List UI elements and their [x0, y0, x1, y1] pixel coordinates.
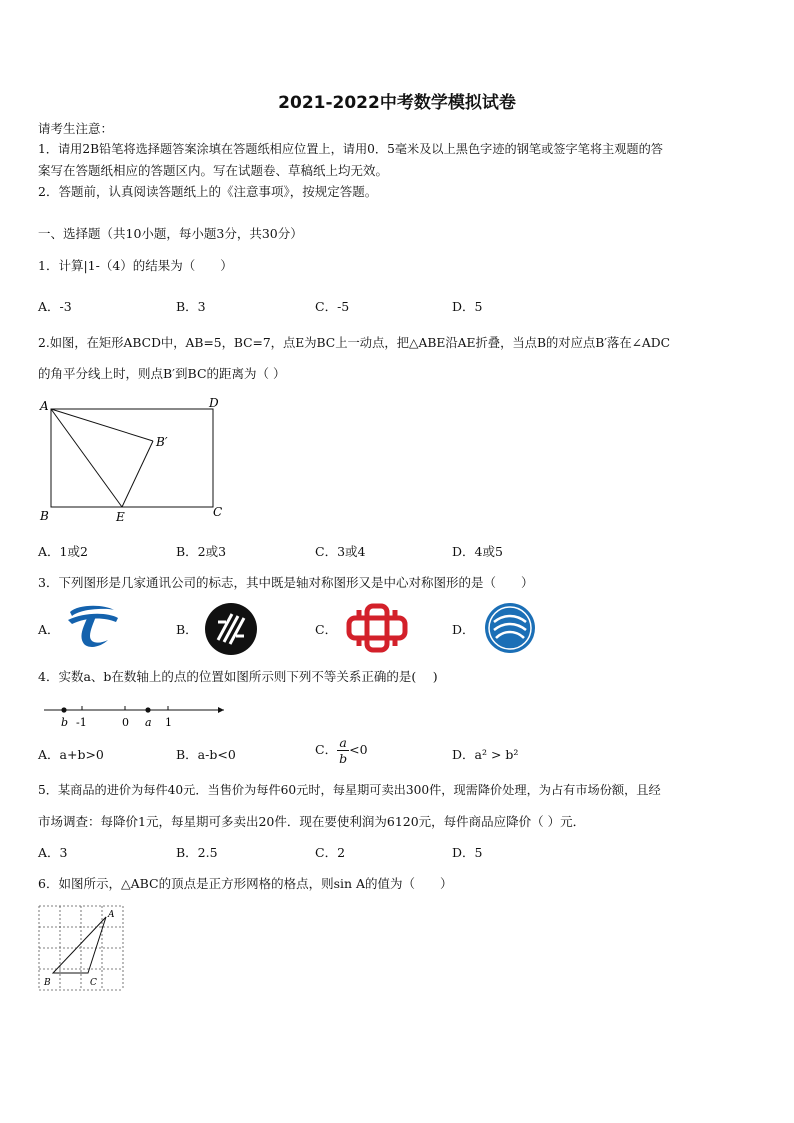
q2-option-d[interactable]: D．4或5 [452, 544, 503, 559]
page-title: 2021-2022中考数学模拟试卷 [278, 93, 516, 113]
q1-option-d[interactable]: D．5 [452, 299, 483, 314]
label-a: A [40, 399, 49, 413]
axis-label-0: 0 [122, 716, 129, 729]
label-b: B [44, 978, 51, 988]
mobile-logo-icon[interactable] [482, 600, 538, 656]
notice-line-2: 案写在答题纸相应的答题区内。写在试题卷、草稿纸上均无效。 [38, 163, 389, 178]
q5-option-c[interactable]: C．2 [315, 845, 346, 860]
q5-stem-line-2: 市场调查：每降价1元，每星期可多卖出20件．现在要使利润为6120元，每件商品应降价（ ）元． [38, 814, 586, 829]
q2-stem-line-1: 2.如图，在矩形ABCD中，AB=5，BC=7，点E为BC上一动点，把△ABE沿AE折叠，当点B的对应点B′落在∠ADC [38, 336, 671, 350]
q1-option-c[interactable]: C．-5 [315, 299, 350, 314]
q5-option-d[interactable]: D．5 [452, 845, 483, 860]
q4-option-c-fraction [337, 735, 349, 766]
q2-rectangle-figure [36, 396, 226, 526]
q1-stem: 1．计算|1-（4）的结果为（ ） [38, 258, 233, 273]
q3-label-c[interactable]: C． [315, 622, 338, 637]
label-b: B [40, 509, 49, 523]
q4-number-line [38, 700, 238, 732]
q6-grid-figure [36, 903, 130, 995]
label-b-prime: B′ [156, 435, 168, 449]
axis-arrow-icon [218, 707, 224, 713]
q4-option-d[interactable]: D．a² > b² [452, 747, 519, 762]
fraction-numerator: a [337, 735, 349, 751]
q1-option-b[interactable]: B．3 [176, 299, 206, 314]
rectangle-abcd [51, 409, 213, 507]
q2-option-a[interactable]: A．1或2 [38, 544, 88, 559]
q2-stem-line-2: 的角平分线上时，则点B′到BC的距离为（ ） [38, 366, 286, 381]
segment-ab-prime [51, 409, 153, 441]
fraction-denominator: b [339, 751, 348, 766]
telecom-logo-icon[interactable] [64, 602, 120, 650]
triangle-abc [53, 917, 106, 973]
segment-b-prime-e [122, 441, 153, 507]
label-d: D [209, 396, 219, 410]
axis-label-b: b [61, 716, 69, 729]
unicom-knot-logo-icon[interactable] [343, 600, 411, 656]
notice-line-3: 2．答题前，认真阅读答题纸上的《注意事项》，按规定答题。 [38, 184, 378, 199]
axis-label-neg1: -1 [76, 716, 87, 729]
q3-label-a[interactable]: A． [38, 622, 60, 637]
q4-stem: 4．实数a、b在数轴上的点的位置如图所示则下列不等关系正确的是( ) [38, 669, 438, 684]
q5-stem-line-1: 5．某商品的进价为每件40元．当售价为每件60元时，每星期可卖出300件，现需降价处理，为占有市场份额，且经 [38, 783, 661, 797]
q1-option-a[interactable]: A．-3 [38, 299, 72, 314]
q4-option-a[interactable]: A．a+b>0 [38, 747, 104, 762]
q2-option-c[interactable]: C．3或4 [315, 544, 366, 559]
q4-option-c-suffix: <0 [349, 742, 368, 757]
section-heading: 一、选择题（共10小题，每小题3分，共30分） [38, 226, 303, 241]
label-c: C [90, 978, 97, 988]
q5-option-a[interactable]: A．3 [38, 845, 68, 860]
q3-label-b[interactable]: B． [176, 622, 198, 637]
label-c: C [213, 505, 223, 519]
q4-option-b[interactable]: B．a-b<0 [176, 747, 236, 762]
q3-stem: 3．下列图形是几家通讯公司的标志，其中既是轴对称图形又是中心对称图形的是（ ） [38, 575, 534, 590]
q2-option-b[interactable]: B．2或3 [176, 544, 227, 559]
label-a: A [108, 910, 115, 920]
q4-option-c[interactable] [315, 735, 368, 766]
notice-heading: 请考生注意： [38, 121, 114, 136]
notice-line-1: 1．请用2B铅笔将选择题答案涂填在答题纸相应位置上，请用0．5毫米及以上黑色字迹的钢笔或签字笔将主观题的答 [38, 142, 663, 156]
q6-stem: 6．如图所示，△ABC的顶点是正方形网格的格点，则sin A的值为（ ） [38, 876, 453, 891]
q3-label-d[interactable]: D． [452, 622, 475, 637]
q5-option-b[interactable]: B．2.5 [176, 845, 218, 860]
segment-ae [51, 409, 122, 507]
axis-label-a: a [145, 716, 152, 729]
point-a [145, 707, 150, 712]
black-circle-logo-icon[interactable] [204, 602, 260, 656]
point-b [61, 707, 66, 712]
q4-option-c-prefix: C． [315, 742, 338, 757]
axis-label-1: 1 [165, 716, 172, 729]
label-e: E [116, 510, 125, 524]
